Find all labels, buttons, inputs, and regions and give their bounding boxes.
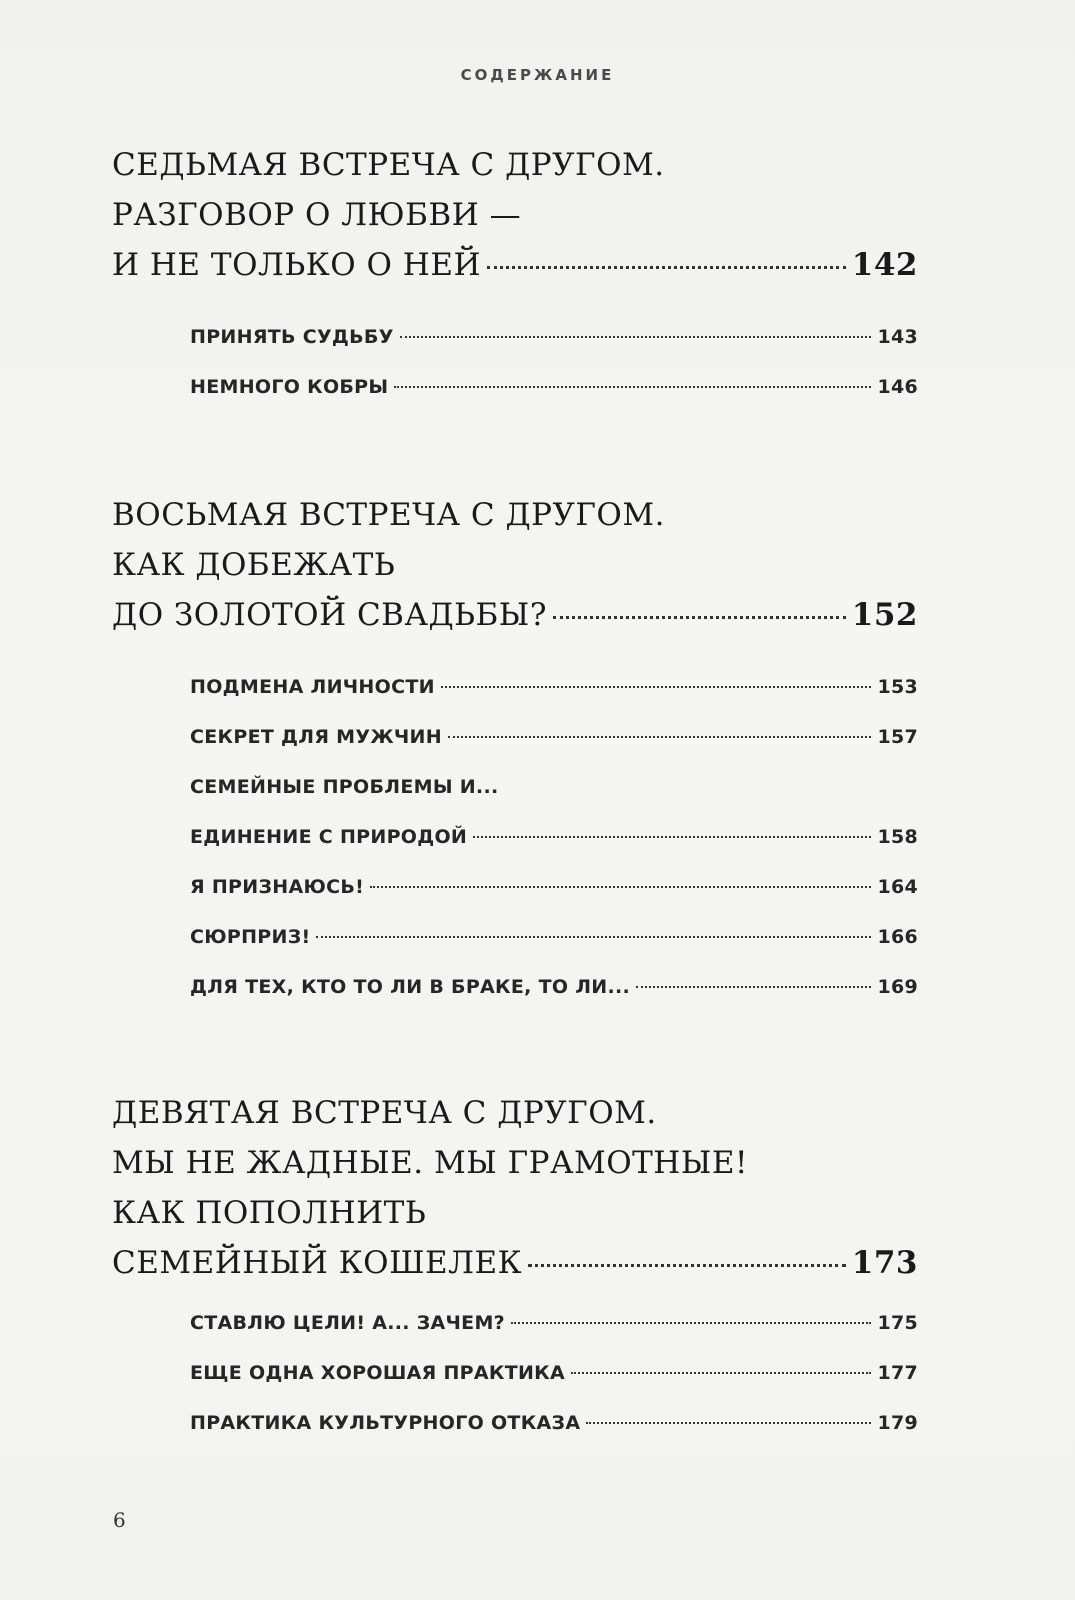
toc-chapter-7 [112,140,918,412]
chapter-title-line: СЕДЬМАЯ ВСТРЕЧА С ДРУГОМ. [112,147,665,183]
toc-entry-title: СЕКРЕТ ДЛЯ МУЖЧИН [190,726,442,748]
toc-entry-page: 157 [877,726,918,748]
dot-leader [553,616,846,619]
chapter-page-number: 142 [851,247,918,283]
toc-entry-page: 169 [877,976,918,998]
dot-leader [400,336,872,338]
chapter-title-line: КАК ДОБЕЖАТЬ [112,547,396,583]
dot-leader [394,386,871,388]
toc-entry-page: 179 [877,1412,918,1434]
toc-entry-title: СТАВЛЮ ЦЕЛИ! А... ЗАЧЕМ? [190,1312,505,1334]
dot-leader [528,1264,846,1267]
toc-entry-title: Я ПРИЗНАЮСЬ! [190,876,365,898]
toc-entry-page: 153 [877,676,918,698]
chapter-title-line: МЫ НЕ ЖАДНЫЕ. МЫ ГРАМОТНЫЕ! [112,1145,748,1181]
chapter-title-last-line[interactable] [112,1238,918,1288]
chapter-title-last-line[interactable] [112,240,918,290]
toc-entry[interactable] [190,912,918,962]
toc-chapter-8 [112,490,918,1012]
toc-entry-title: ЕЩЕ ОДНА ХОРОШАЯ ПРАКТИКА [190,1362,566,1384]
chapter-title-line: КАК ПОПОЛНИТЬ [112,1195,427,1231]
toc-entry-page: 143 [877,326,918,348]
chapter-page-number: 152 [851,597,918,633]
chapter-title-last-line[interactable] [112,590,918,640]
toc-entry[interactable] [190,312,918,362]
dot-leader [571,1372,871,1374]
toc-entry-title: ПРАКТИКА КУЛЬТУРНОГО ОТКАЗА [190,1412,581,1434]
toc-entry-page: 146 [877,376,918,398]
toc-entry[interactable] [190,812,918,862]
chapter-title-line: СЕМЕЙНЫЙ КОШЕЛЕК [112,1245,523,1281]
page-number: 6 [113,1508,126,1532]
toc-entry[interactable] [190,1398,918,1448]
toc-entry[interactable] [190,662,918,712]
chapter-title-line: ДЕВЯТАЯ ВСТРЕЧА С ДРУГОМ. [112,1095,657,1131]
subsection-list [112,662,918,1012]
toc-entry-title: СЮРПРИЗ! [190,926,311,948]
toc-entry-page: 177 [877,1362,918,1384]
subsection-list [112,312,918,412]
toc-entry-page: 175 [877,1312,918,1334]
toc-entry-page: 164 [877,876,918,898]
toc-entry-title: СЕМЕЙНЫЕ ПРОБЛЕМЫ И... [190,776,499,798]
dot-leader [473,836,871,838]
dot-leader [370,886,871,888]
dot-leader [316,936,871,938]
dot-leader [586,1422,871,1424]
chapter-title-line: РАЗГОВОР О ЛЮБВИ — [112,197,522,233]
toc-entry-title: ДЛЯ ТЕХ, КТО ТО ЛИ В БРАКЕ, ТО ЛИ... [190,976,631,998]
toc-entry-continued[interactable] [190,762,918,812]
running-head: СОДЕРЖАНИЕ [460,66,615,84]
dot-leader [448,736,871,738]
toc-entry-title: ПОДМЕНА ЛИЧНОСТИ [190,676,435,698]
toc-entry[interactable] [190,1348,918,1398]
toc-entry-title: ПРИНЯТЬ СУДЬБУ [190,326,394,348]
chapter-title-line: И НЕ ТОЛЬКО О НЕЙ [112,247,481,283]
dot-leader [636,986,871,988]
toc-entry[interactable] [190,1298,918,1348]
toc-entry-page: 158 [877,826,918,848]
dot-leader [511,1322,871,1324]
toc-entry[interactable] [190,962,918,1012]
chapter-page-number: 173 [851,1245,918,1281]
toc-entry[interactable] [190,362,918,412]
toc-chapter-9 [112,1088,918,1448]
dot-leader [487,266,846,269]
toc-entry-title: ЕДИНЕНИЕ С ПРИРОДОЙ [190,826,468,848]
subsection-list [112,1298,918,1448]
toc-entry[interactable] [190,712,918,762]
chapter-title-line: ВОСЬМАЯ ВСТРЕЧА С ДРУГОМ. [112,497,665,533]
chapter-title-line: ДО ЗОЛОТОЙ СВАДЬБЫ? [112,597,547,633]
toc-entry-page: 166 [877,926,918,948]
toc-entry-title: НЕМНОГО КОБРЫ [190,376,389,398]
dot-leader [441,686,872,688]
toc-entry[interactable] [190,862,918,912]
